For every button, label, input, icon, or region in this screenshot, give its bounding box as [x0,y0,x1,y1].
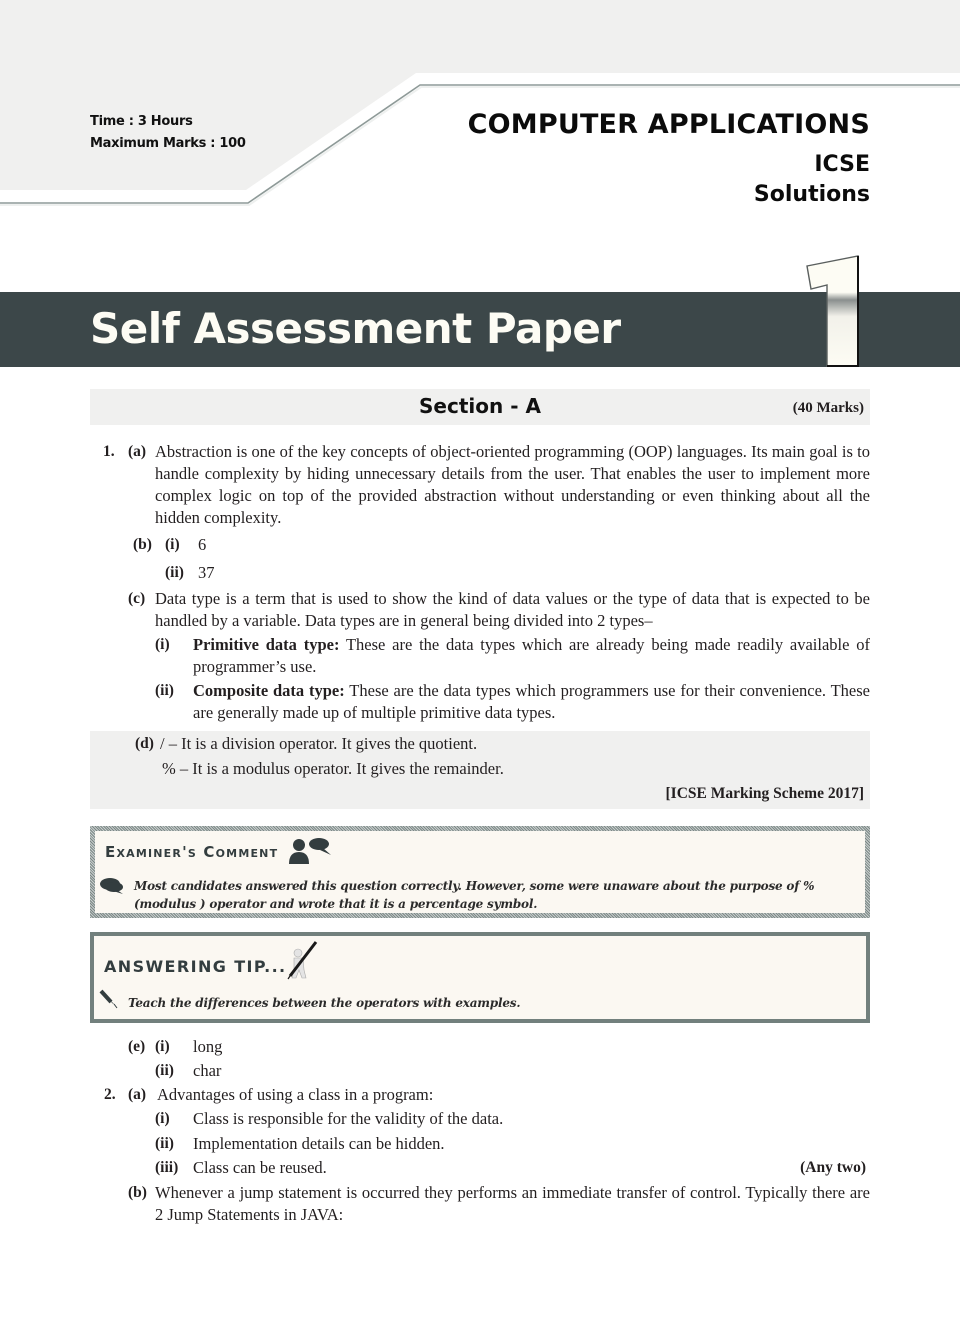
board-name: ICSE [814,152,870,177]
figure-with-pen-icon [286,940,320,980]
exam-time: Time : 3 Hours [90,114,193,129]
q1c-ii-label: (ii) [155,682,174,699]
q1e-i-answer: long [193,1037,223,1056]
q2-number: 2. [104,1086,116,1103]
q1c-ii-answer: Composite data type: These are the data types which programmers use for their convenience. These are generally made up of multiple primitive data types. [193,681,870,722]
q2a-note: (Any two) [800,1159,866,1176]
q1d-source: [ICSE Marking Scheme 2017] [665,785,864,802]
q1c-label: (c) [128,590,146,607]
subject-heading [468,108,870,210]
q1e-label: (e) [128,1038,146,1055]
q1e-ii-label: (ii) [155,1062,174,1079]
q1b-i-answer: 6 [198,535,207,554]
section-title: Section - A [419,394,541,418]
q2a-label: (a) [128,1086,147,1103]
answering-tip-text: Teach the differences between the operators with examples. [128,996,521,1010]
people-chat-icon [287,836,333,866]
doc-type: Solutions [753,182,870,207]
q2a-i-label: (i) [155,1110,170,1127]
q1b-ii-answer: 37 [198,563,215,582]
exam-meta [90,111,246,155]
q2b-answer: Whenever a jump statement is occurred they performs an immediate transfer of control. Typically there are 2 Jump Statements in JAVA: [155,1183,870,1224]
examiner-comment-text: Most candidates answered this question correctly. However, some were unaware about the purpose of %(modulus ) operator and wrote that it is a percentage symbol. [134,879,815,911]
q2a-answer: Advantages of using a class in a program: [157,1085,434,1104]
exam-max-marks: Maximum Marks : 100 [90,136,246,151]
fountain-pen-icon [99,989,119,1009]
q1b-i-label: (i) [165,536,180,553]
q1c-i-answer: Primitive data type: These are the data types which are already being made readily available of programmer’s use. [193,635,870,676]
section-marks: (40 Marks) [792,400,864,416]
q2a-iii-answer: Class can be reused. [193,1158,327,1177]
subject-title: COMPUTER APPLICATIONS [467,109,870,140]
q2a-i-answer: Class is responsible for the validity of the data. [193,1109,504,1128]
q1c-i-label: (i) [155,636,170,653]
q1d-line1: / – It is a division operator. It gives the quotient. [160,734,478,753]
q1c-answer: Data type is a term that is used to show the kind of data values or the type of data that is expected to be handled by a variable. Data types are in general being divided into 2 types– [155,589,870,630]
q1a-answer: Abstraction is one of the key concepts of object-oriented programming (OOP) languages. Its main goal is to handle complexity by hiding unnecessary details from the user. That enables the user to implement more complex logic on top of the provided abstraction without understanding or even thinking about all the hidden complexity. [155,442,870,527]
paper-title: Self Assessment Paper [90,304,621,353]
q1d-label: (d) [135,735,154,752]
examiner-comment-heading: Examiner's Comment [105,843,279,861]
q1b-label: (b) [133,536,152,553]
q2a-iii-label: (iii) [155,1159,179,1176]
q1b-ii-label: (ii) [165,564,184,581]
q1-number: 1. [103,443,115,460]
q1a-label: (a) [128,443,147,460]
q1e-i-label: (i) [155,1038,170,1055]
q1c-i-term: Primitive data type: [193,635,340,654]
speech-bubble-icon [99,877,125,895]
answering-tip-heading: ANSWERING TIP... [104,957,287,976]
q2a-ii-answer: Implementation details can be hidden. [193,1134,445,1153]
q2b-label: (b) [128,1184,147,1201]
q1d-line2: % – It is a modulus operator. It gives the remainder. [162,759,504,778]
q2a-ii-label: (ii) [155,1135,174,1152]
paper-number-graphic [800,254,870,369]
section-header [90,389,870,425]
q1c-ii-term: Composite data type: [193,681,345,700]
q1e-ii-answer: char [193,1061,222,1080]
